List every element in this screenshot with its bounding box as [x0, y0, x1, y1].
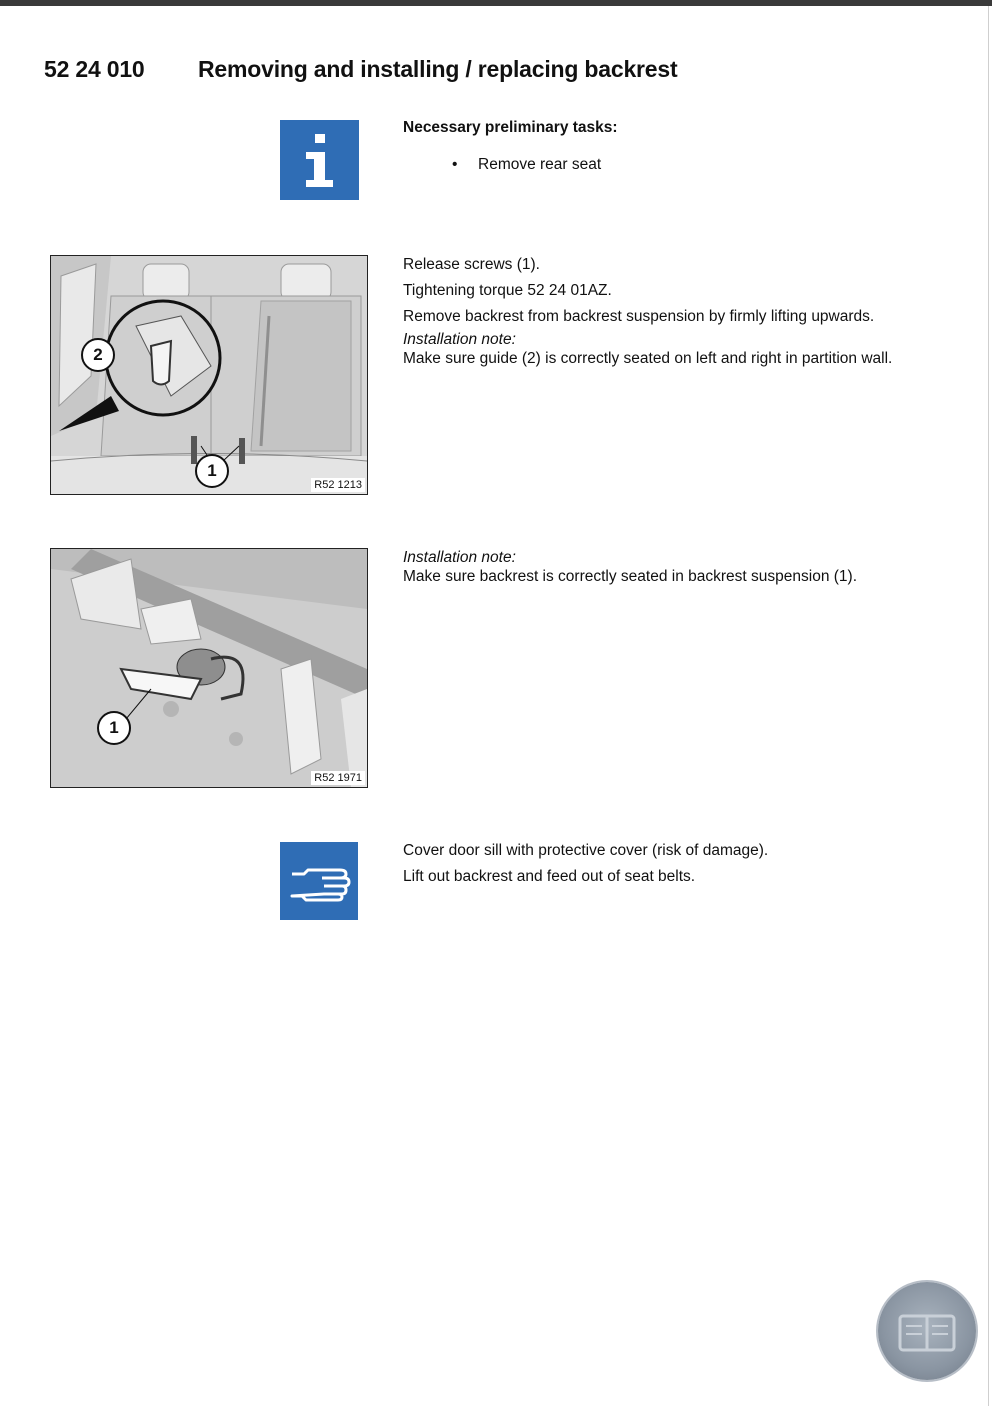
callout-1: 1	[97, 711, 131, 745]
installation-note-text: Make sure guide (2) is correctly seated on left and right in partition wall.	[403, 350, 893, 367]
pointing-hand-icon	[280, 842, 358, 920]
suspension-illustration	[51, 549, 367, 787]
bullet-point: •	[452, 156, 458, 173]
instruction-line: Cover door sill with protective cover (risk of damage).	[403, 842, 769, 859]
page-title: Removing and installing / replacing backrest	[198, 56, 678, 82]
page-edge	[988, 6, 989, 1406]
installation-note-label: Installation note:	[403, 549, 516, 566]
top-bar	[0, 0, 992, 6]
list-item-text: Remove rear seat	[478, 156, 602, 173]
step2-instructions	[403, 548, 857, 587]
step3-instructions	[403, 838, 768, 890]
installation-note-text: Make sure backrest is correctly seated in backrest suspension (1).	[403, 568, 857, 585]
instruction-line: Lift out backrest and feed out of seat belts.	[403, 868, 696, 885]
figure-rear-seat-screws	[50, 255, 368, 495]
figure-backrest-suspension	[50, 548, 368, 788]
preliminary-heading: Necessary preliminary tasks:	[403, 119, 618, 136]
section-number: 52 24 010	[44, 56, 145, 82]
book-icon	[878, 1282, 976, 1380]
figure-code: R52 1971	[311, 771, 365, 785]
callout-1: 1	[195, 454, 229, 488]
instruction-line: Release screws (1).	[403, 256, 540, 273]
list-item	[452, 156, 601, 174]
figure-code: R52 1213	[311, 478, 365, 492]
instruction-line: Remove backrest from backrest suspension by firmly lifting upwards.	[403, 308, 875, 325]
manual-nav-button[interactable]	[878, 1282, 976, 1380]
info-icon	[280, 120, 359, 200]
step1-instructions	[403, 252, 892, 369]
installation-note-label: Installation note:	[403, 331, 516, 348]
instruction-line: Tightening torque 52 24 01AZ.	[403, 282, 612, 299]
callout-2: 2	[81, 338, 115, 372]
